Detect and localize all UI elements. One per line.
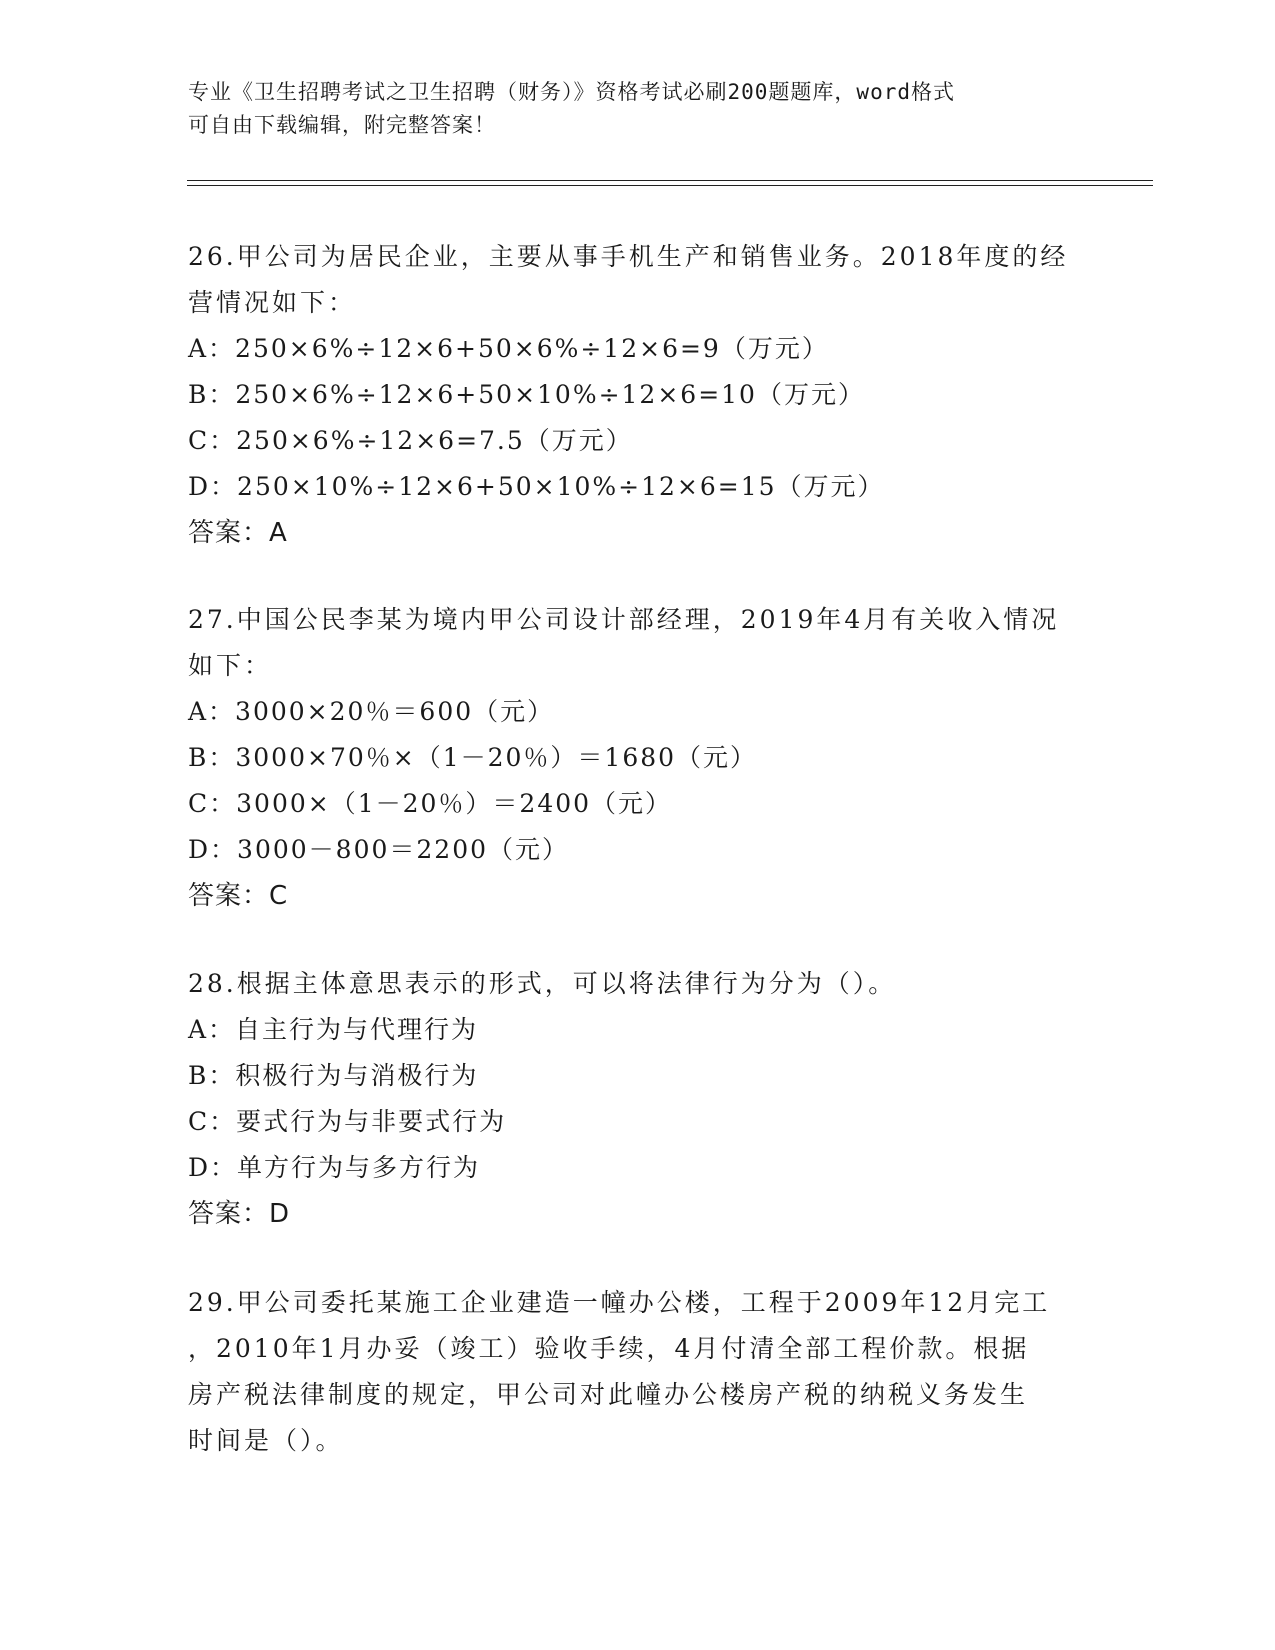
- question-stem-line: 房产税法律制度的规定，甲公司对此幢办公楼房产税的纳税义务发生: [188, 1380, 1029, 1409]
- option-b: B：250×6%÷12×6+50×10%÷12×6=10（万元）: [188, 380, 865, 409]
- header-divider-top: [187, 180, 1153, 181]
- option-c: C：要式行为与非要式行为: [188, 1107, 507, 1136]
- question-26: [188, 234, 1088, 556]
- question-stem-line: ，2010年1月办妥（竣工）验收手续，4月付清全部工程价款。根据: [188, 1334, 1030, 1363]
- option-b: B：3000×70％×（1－20％）＝1680（元）: [188, 743, 758, 772]
- question-stem-line: 如下：: [188, 651, 273, 680]
- header-divider-bottom: [187, 185, 1153, 186]
- option-c: C：3000×（1－20％）＝2400（元）: [188, 789, 673, 818]
- header-line-1: 专业《卫生招聘考试之卫生招聘（财务）》资格考试必刷200题题库，word格式: [188, 80, 955, 104]
- document-header: [188, 76, 1088, 142]
- option-d: D：250×10%÷12×6+50×10%÷12×6=15（万元）: [188, 472, 885, 501]
- answer-line: 答案：C: [188, 881, 289, 911]
- option-d: D：单方行为与多方行为: [188, 1153, 481, 1182]
- question-stem-line: 时间是（）。: [188, 1426, 344, 1455]
- header-line-2: 可自由下载编辑，附完整答案！: [188, 113, 496, 137]
- question-29: [188, 1280, 1088, 1464]
- question-stem-line: 营情况如下：: [188, 288, 357, 317]
- question-stem-line: 26.甲公司为居民企业，主要从事手机生产和销售业务。2018年度的经: [188, 242, 1069, 271]
- option-b: B：积极行为与消极行为: [188, 1061, 479, 1090]
- answer-line: 答案：A: [188, 518, 288, 548]
- question-27: [188, 597, 1088, 919]
- option-d: D：3000－800＝2200（元）: [188, 835, 570, 864]
- option-a: A：3000×20％＝600（元）: [188, 697, 555, 726]
- option-a: A：自主行为与代理行为: [188, 1015, 479, 1044]
- question-28: [188, 961, 1088, 1237]
- question-stem-line: 27.中国公民李某为境内甲公司设计部经理，2019年4月有关收入情况: [188, 605, 1060, 634]
- option-a: A：250×6%÷12×6+50×6%÷12×6=9（万元）: [188, 334, 829, 363]
- answer-line: 答案：D: [188, 1199, 291, 1229]
- option-c: C：250×6%÷12×6=7.5（万元）: [188, 426, 633, 455]
- question-stem-line: 28.根据主体意思表示的形式，可以将法律行为分为（）。: [188, 969, 897, 998]
- question-stem-line: 29.甲公司委托某施工企业建造一幢办公楼，工程于2009年12月完工: [188, 1288, 1051, 1317]
